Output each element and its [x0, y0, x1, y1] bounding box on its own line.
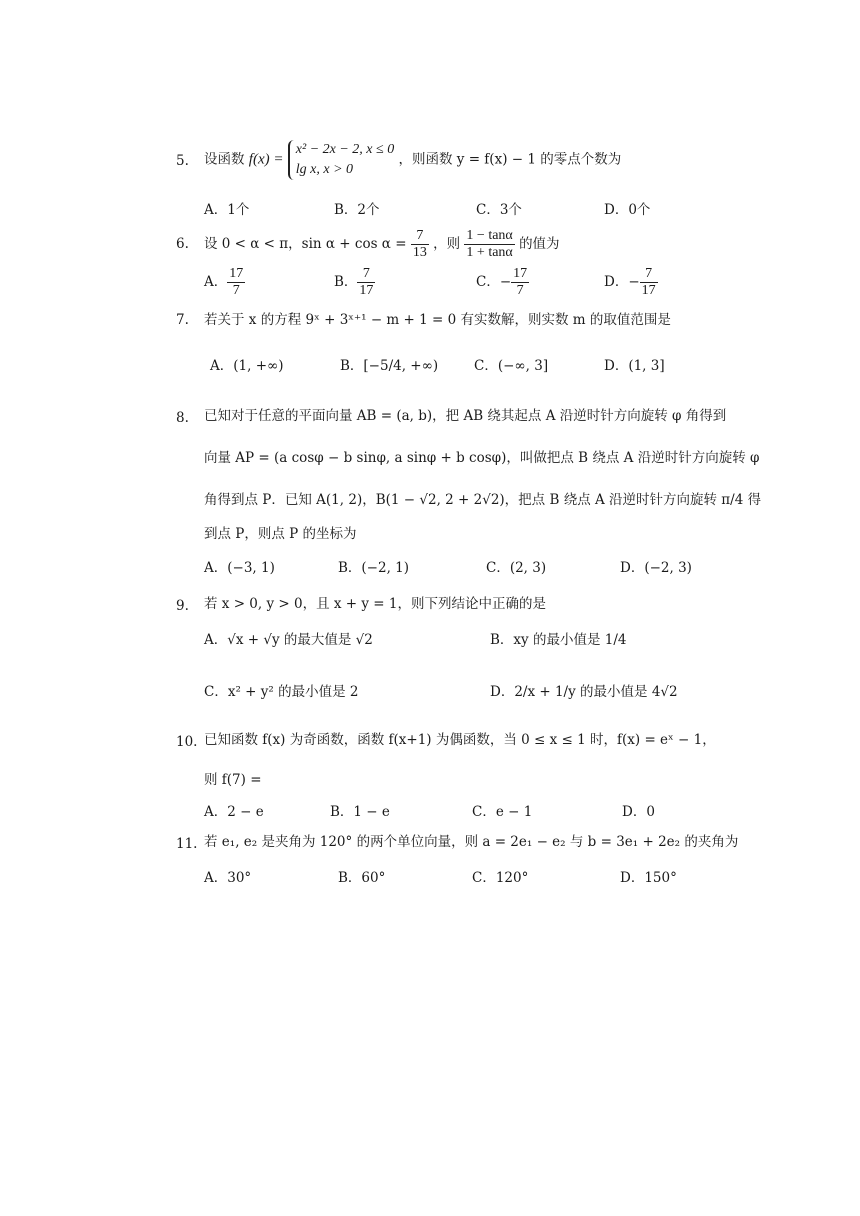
question-11-stem: 若 e₁, e₂ 是夹角为 120° 的两个单位向量，则 a = 2e₁ − e₂ 与 b = 3e₁ + 2e₂ 的夹角为 [204, 834, 739, 850]
q11-option-a[interactable]: A．30° [204, 870, 252, 886]
q5-option-a[interactable]: A．1个 [204, 202, 250, 218]
q6-mid: ，则 [433, 236, 461, 252]
q8-line-2: 向量 AP = (a cosφ − b sinφ, a sinφ + b cosφ)，叫做把点 B 绕点 A 沿逆时针方向旋转 φ [204, 450, 760, 466]
question-9-stem: 若 x > 0, y > 0，且 x + y = 1，则下列结论中正确的是 [204, 596, 546, 612]
q10-option-c[interactable]: C．e − 1 [472, 804, 533, 820]
q7-option-b[interactable]: B．[−5/4, +∞) [340, 358, 439, 374]
q8-option-d[interactable]: D．(−2, 3) [620, 560, 692, 576]
question-7-number: 7. [176, 312, 189, 328]
q6-option-b[interactable]: B． $\frac{7}{17}$ [334, 266, 374, 298]
q5-case1: x² − 2x − 2, x ≤ 0 [295, 142, 395, 157]
question-11-number: 11. [176, 836, 198, 852]
q11-option-d[interactable]: D．150° [620, 870, 677, 886]
question-5-stem [204, 140, 621, 180]
q8-line-3: 角得到点 P．已知 A(1, 2)，B(1 − √2, 2 + 2√2)，把点 B 绕点 A 沿逆时针方向旋转 π/4 得 [204, 492, 762, 508]
q5-fx: f(x) = [248, 151, 284, 168]
q5-option-d[interactable]: D．0个 [604, 202, 651, 218]
question-6-number: 6. [176, 236, 189, 252]
q7-option-d[interactable]: D．(1, 3] [604, 358, 665, 374]
q9-option-b[interactable]: B．xy 的最小值是 1/4 [490, 632, 627, 648]
q6-fraction-2: $\frac{1 - \tan\alpha}{1 + \tan\alpha}$ [466, 228, 513, 260]
q5-option-b[interactable]: B．2个 [334, 202, 380, 218]
q8-line-4: 到点 P，则点 P 的坐标为 [204, 526, 357, 542]
question-6-stem [204, 228, 560, 261]
q9-option-d[interactable]: D．2/x + 1/y 的最小值是 4√2 [490, 684, 678, 700]
q6-tail: 的值为 [519, 236, 560, 252]
q5-option-c[interactable]: C．3个 [476, 202, 522, 218]
q10-line-2: 则 f(7) = [204, 772, 262, 788]
question-5-number: 5. [176, 153, 189, 169]
q8-option-a[interactable]: A．(−3, 1) [204, 560, 275, 576]
q5-case2: lg x, x > 0 [295, 162, 354, 177]
q5-suffix: ，则函数 y = f(x) − 1 的零点个数为 [398, 151, 622, 168]
q9-option-a[interactable]: A．√x + √y 的最大值是 √2 [204, 632, 373, 648]
question-9-number: 9. [176, 598, 189, 614]
question-8-number: 8. [176, 410, 189, 426]
question-7-stem: 若关于 x 的方程 9ˣ + 3ˣ⁺¹ − m + 1 = 0 有实数解，则实数 m 的取值范围是 [204, 312, 671, 328]
question-10-number: 10. [176, 734, 198, 750]
q11-option-b[interactable]: B．60° [338, 870, 386, 886]
q5-prefix: 设函数 [204, 151, 245, 168]
q6-fraction-1: $\frac{7}{13}$ [412, 228, 427, 260]
q8-line-1: 已知对于任意的平面向量 AB = (a, b)，把 AB 绕其起点 A 沿逆时针方向旋转 φ 角得到 [204, 408, 727, 424]
q9-option-c[interactable]: C．x² + y² 的最小值是 2 [204, 684, 359, 700]
q6-option-a[interactable]: A． $\frac{17}{7}$ [204, 266, 244, 298]
q10-line-1: 已知函数 f(x) 为奇函数，函数 f(x+1) 为偶函数，当 0 ≤ x ≤ 1 时，f(x) = eˣ − 1， [204, 732, 716, 748]
q10-option-a[interactable]: A．2 − e [204, 804, 264, 820]
q11-option-c[interactable]: C．120° [472, 870, 529, 886]
q6-stem: 设 0 < α < π，sin α + cos α = [204, 236, 407, 252]
q8-option-b[interactable]: B．(−2, 1) [338, 560, 410, 576]
q7-option-a[interactable]: A．(1, +∞) [210, 358, 284, 374]
q6-option-d[interactable]: D．− $\frac{7}{17}$ [604, 266, 656, 298]
q10-option-d[interactable]: D．0 [622, 804, 655, 820]
q5-piecewise [288, 140, 394, 180]
q8-option-c[interactable]: C．(2, 3) [486, 560, 547, 576]
q6-option-c[interactable]: C．− $\frac{17}{7}$ [476, 266, 528, 298]
q10-option-b[interactable]: B．1 − e [330, 804, 390, 820]
q7-option-c[interactable]: C．(−∞, 3] [474, 358, 549, 374]
